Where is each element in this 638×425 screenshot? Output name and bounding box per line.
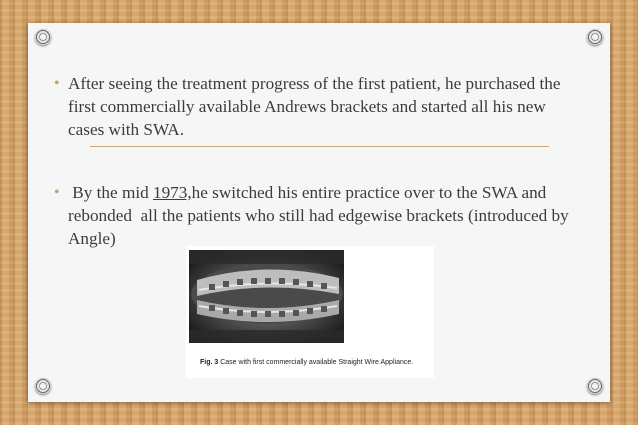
bullet-text: After seeing the treatment progress of the first patient, he purchased the first commercially available Andrews brackets and started all his new cases with SWA. xyxy=(68,74,561,139)
bullet-item xyxy=(54,72,584,141)
bullet-text-pre: By the mid xyxy=(68,183,153,202)
pushpin-icon xyxy=(587,29,603,45)
bullet-item xyxy=(54,181,584,250)
slide-card xyxy=(28,23,610,402)
year-link: 1973, xyxy=(152,183,192,202)
figure-label: Fig. 3 xyxy=(200,359,219,366)
dental-braces-photo xyxy=(189,250,344,343)
bullet-text-post: he switched his entire practice over to the SWA and rebonded all the patients who still had edgewise brackets (introduced by Angle) xyxy=(68,183,573,248)
pushpin-icon xyxy=(35,29,51,45)
pushpin-icon xyxy=(587,378,603,394)
figure-caption xyxy=(200,359,434,366)
figure xyxy=(186,246,434,378)
bullet-text xyxy=(68,181,584,250)
figure-caption-text: Case with first commercially available Straight Wire Appliance. xyxy=(218,359,414,366)
pushpin-icon xyxy=(35,378,51,394)
divider-line xyxy=(90,146,549,147)
dental-photo-image xyxy=(189,250,344,343)
bullet-dot-icon: • xyxy=(54,75,60,92)
bullet-dot-icon: • xyxy=(54,184,60,201)
